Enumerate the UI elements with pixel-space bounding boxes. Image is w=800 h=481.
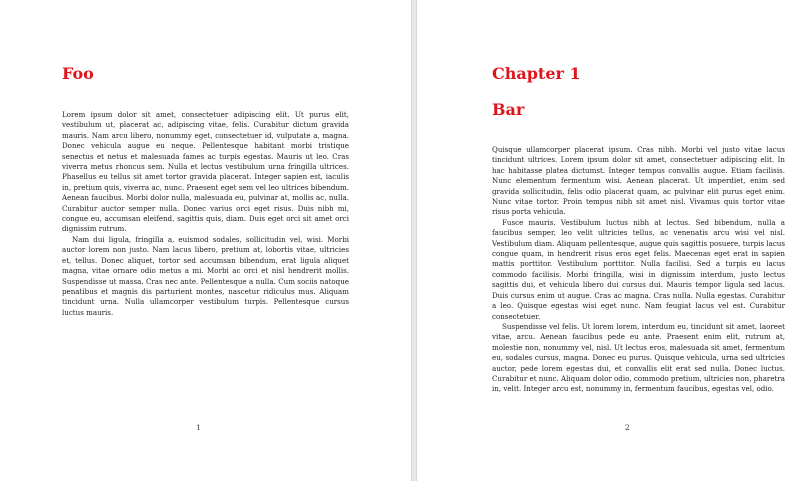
page-1-body bbox=[62, 110, 349, 318]
paragraph: Lorem ipsum dolor sit amet, consectetuer adipiscing elit. Ut purus elit, vestibulum ut, placerat ac, adipiscing vitae, felis. Curabitur dictum gravida mauris. Nam arcu libero, nonummy eget, consectetuer id, vulputate a, magna. Donec vehicula augue eu neque. Pellentesque habitant morbi tristique senectus et netus et malesuada fames ac turpis egestas. Mauris ut leo. Cras viverra metus rhoncus sem. Nulla et lectus vestibulum urna fringilla ultrices. Phasellus eu tellus sit amet tortor gravida placerat. Integer sapien est, iaculis in, pretium quis, viverra ac, nunc. Praesent eget sem vel leo ultrices bibendum. Aenean faucibus. Morbi dolor nulla, malesuada eu, pulvinar at, mollis ac, nulla. Curabitur auctor semper nulla. Donec varius orci eget risus. Duis nibh mi, congue eu, accumsan eleifend, sagittis quis, diam. Duis eget orci sit amet orci dignissim rutrum. bbox=[62, 110, 349, 234]
section-heading-bar: Bar bbox=[492, 100, 525, 119]
page-2-body bbox=[492, 145, 785, 395]
paragraph: Suspendisse vel felis. Ut lorem lorem, interdum eu, tincidunt sit amet, laoreet vitae, arcu. Aenean faucibus pede eu ante. Praesent enim elit, rutrum at, molestie non, nonummy vel, nisl. Ut lectus eros, malesuada sit amet, fermentum eu, sodales cursus, magna. Donec eu purus. Quisque vehicula, urna sed ultricies auctor, pede lorem egestas dui, et convallis elit erat sed nulla. Donec luctus. Curabitur et nunc. Aliquam dolor odio, commodo pretium, ultricies non, pharetra in, velit. Integer arcu est, nonummy in, fermentum faucibus, egestas vel, odio. bbox=[492, 321, 785, 394]
paragraph: Fusce mauris. Vestibulum luctus nibh at lectus. Sed bibendum, nulla a faucibus semper, leo velit ultricies tellus, ac venenatis arcu wisi vel nisl. Vestibulum diam. Aliquam pellentesque, augue quis sagittis posuere, turpis lacus congue quam, in hendrerit risus eros eget felis. Maecenas eget erat in sapien mattis porttitor. Vestibulum porttitor. Nulla facilisi. Sed a turpis eu lacus commodo facilisis. Morbi fringilla, wisi in dignissim interdum, justo lectus sagittis dui, et vehicula libero dui cursus dui. Mauris tempor ligula sed lacus. Duis cursus enim ut augue. Cras ac magna. Cras nulla. Nulla egestas. Curabitur a leo. Quisque egestas wisi eget nunc. Nam feugiat lacus vel est. Curabitur consectetuer. bbox=[492, 217, 785, 321]
paragraph: Quisque ullamcorper placerat ipsum. Cras nibh. Morbi vel justo vitae lacus tincidunt ultrices. Lorem ipsum dolor sit amet, consectetuer adipiscing elit. In hac habitasse platea dictumst. Integer tempus convallis augue. Etiam facilisis. Nunc elementum fermentum wisi. Aenean placerat. Ut imperdiet, enim sed gravida sollicitudin, felis odio placerat quam, ac pulvinar elit purus eget enim. Nunc vitae tortor. Proin tempus nibh sit amet nisl. Vivamus quis tortor vitae risus porta vehicula. bbox=[492, 145, 785, 217]
section-heading-foo: Foo bbox=[62, 64, 94, 83]
chapter-heading: Chapter 1 bbox=[492, 64, 581, 83]
page-2 bbox=[417, 0, 800, 481]
page-number: 2 bbox=[625, 423, 630, 432]
page-number: 1 bbox=[196, 423, 201, 432]
paragraph: Nam dui ligula, fringilla a, euismod sodales, sollicitudin vel, wisi. Morbi auctor lorem non justo. Nam lacus libero, pretium at, lobortis vitae, ultricies et, tellus. Donec aliquet, tortor sed accumsan bibendum, erat ligula aliquet magna, vitae ornare odio metus a mi. Morbi ac orci et nisl hendrerit mollis. Suspendisse ut massa. Cras nec ante. Pellentesque a nulla. Cum sociis natoque penatibus et magnis dis parturient montes, nascetur ridiculus mus. Aliquam tincidunt urna. Nulla ullamcorper vestibulum turpis. Pellentesque cursus luctus mauris. bbox=[62, 234, 349, 317]
